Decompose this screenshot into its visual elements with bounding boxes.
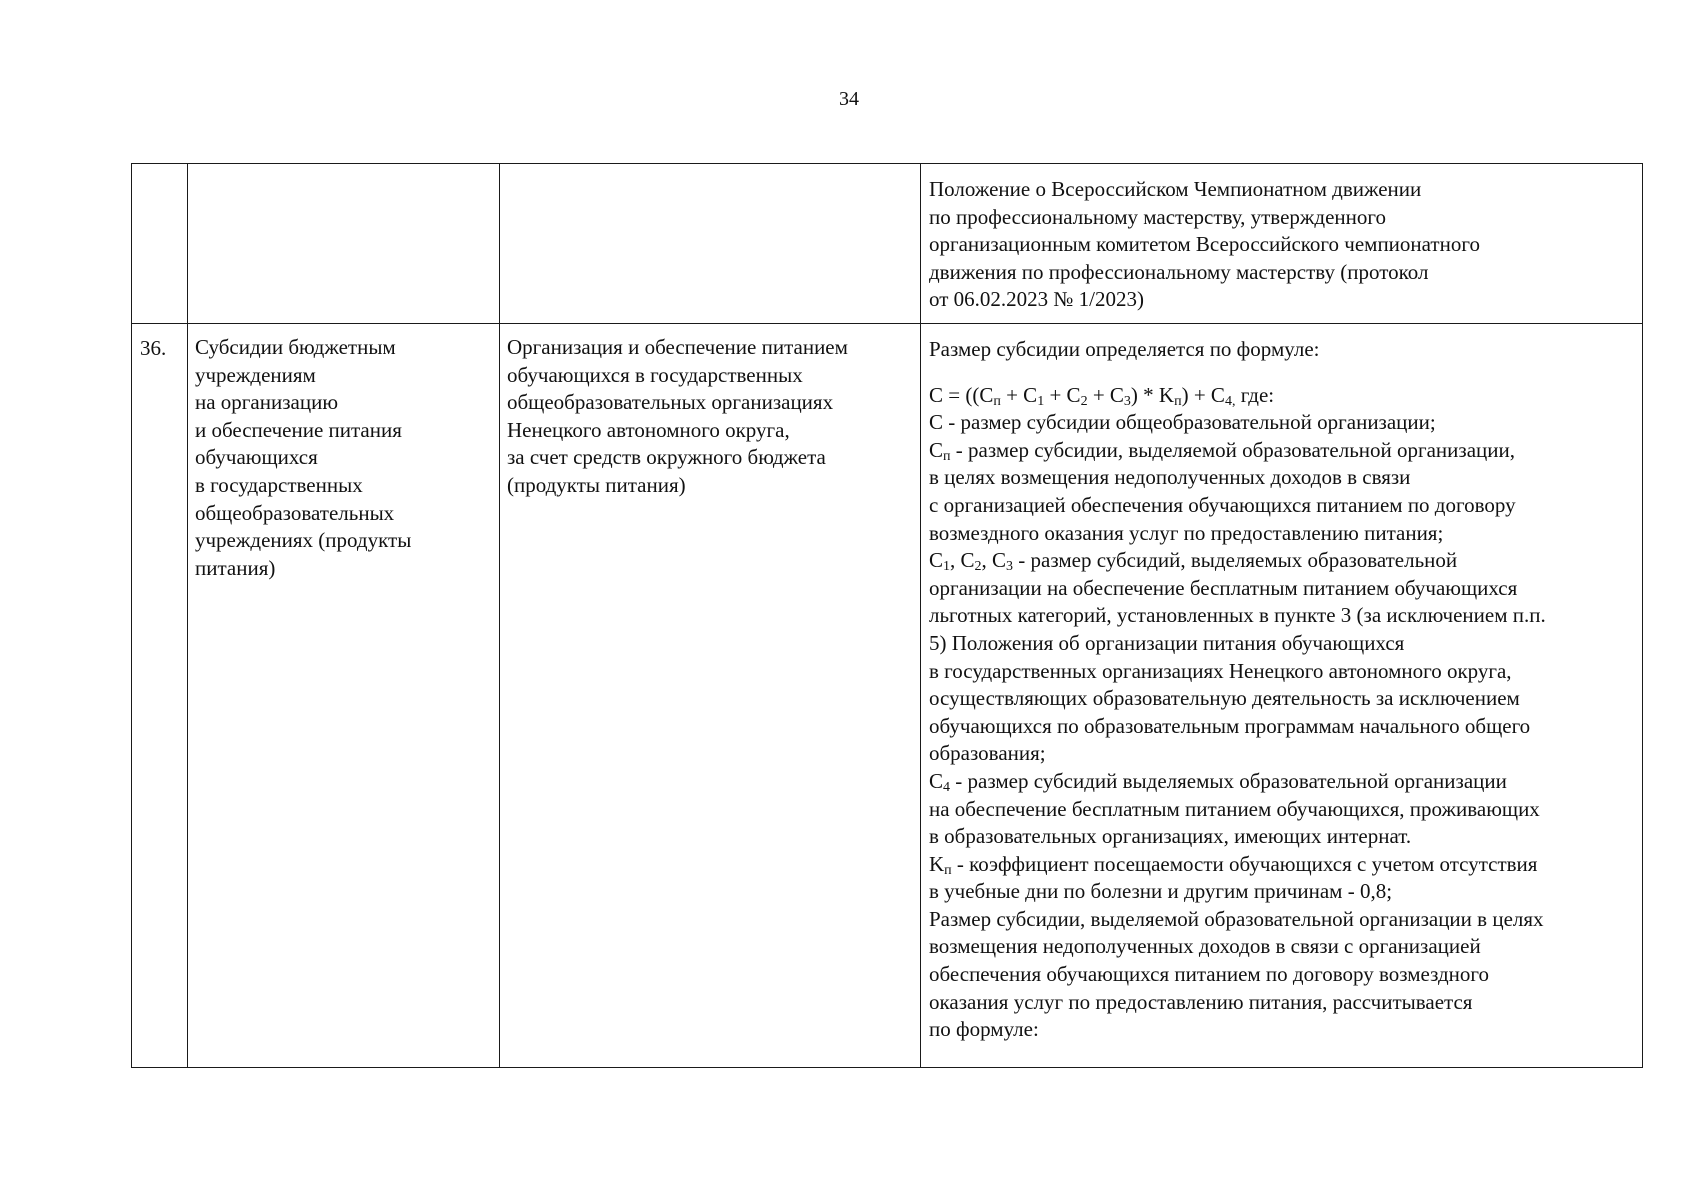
text-line: в образовательных организациях, имеющих интернат.	[929, 824, 1412, 849]
text-line: по профессиональному мастерству, утвержденного	[929, 204, 1386, 229]
cell-name	[188, 324, 500, 1068]
subsidy-table	[131, 163, 1643, 1068]
text-line: возмещения недополученных доходов в связи с организацией	[929, 934, 1481, 959]
text-line: учреждениях (продукты	[195, 528, 412, 553]
cell-name-empty	[188, 164, 500, 324]
definition-c: C - размер субсидии общеобразовательной организации;	[929, 410, 1436, 435]
cell-purpose	[500, 324, 921, 1068]
definition-c1-c2-c3: $C_1$, $C_2$, $C_3$ - размер субсидий, выделяемых образовательной	[929, 548, 1458, 575]
text-line: Субсидии бюджетным	[195, 335, 396, 359]
subsidy-formula: $C = ((C_п + C_1 + C_2 + C_3) * K_п) + C_{4,}$ где:	[929, 382, 1275, 409]
basis-continuation-text	[921, 164, 1642, 314]
spacer	[929, 364, 1634, 382]
text-line: на организацию	[195, 390, 339, 415]
text-line: в целях возмещения недополученных доходов в связи	[929, 465, 1411, 490]
text-line: по формуле:	[929, 1017, 1039, 1042]
text-line: Положение о Всероссийском Чемпионатном движении	[929, 177, 1422, 201]
table-row-36	[132, 324, 1643, 1068]
text-line: учреждениям	[195, 362, 316, 387]
text-line: от 06.02.2023 № 1/2023)	[929, 287, 1145, 312]
text-line: обучающихся в государственных	[507, 362, 803, 387]
subsidy-table-fragment	[131, 163, 1643, 1068]
cell-purpose-empty	[500, 164, 921, 324]
cell-number-empty	[132, 164, 188, 324]
page-number: 34	[839, 88, 859, 110]
text-line: Ненецкого автономного округа,	[507, 417, 790, 442]
text-line: за счет средств окружного бюджета	[507, 445, 826, 470]
formula-intro: Размер субсидии определяется по формуле:	[929, 337, 1320, 361]
text-line: обучающихся	[195, 445, 318, 470]
text-line: движения по профессиональному мастерству (протокол	[929, 259, 1429, 284]
text-line: осуществляющих образовательную деятельность за исключением	[929, 686, 1520, 711]
text-line: (продукты питания)	[507, 472, 686, 497]
cell-basis-continuation	[921, 164, 1643, 324]
text-line: оказания услуг по предоставлению питания, рассчитывается	[929, 989, 1473, 1014]
text-line: и обеспечение питания	[195, 417, 402, 442]
text-line: образования;	[929, 741, 1046, 766]
text-line: общеобразовательных организациях	[507, 390, 834, 415]
text-line: организации на обеспечение бесплатным питанием обучающихся	[929, 575, 1518, 600]
text-line: на обеспечение бесплатным питанием обучающихся, проживающих	[929, 796, 1540, 821]
text-line: обеспечения обучающихся питанием по договору возмездного	[929, 962, 1490, 987]
table-row-continuation	[132, 164, 1643, 324]
text-line: организационным комитетом Всероссийского чемпионатного	[929, 232, 1480, 257]
definition-cp: $C_п$ - размер субсидии, выделяемой образовательной организации,	[929, 437, 1515, 464]
text-line: с организацией обеспечения обучающихся питанием по договору	[929, 492, 1516, 517]
cell-number	[132, 324, 188, 1068]
cell-basis	[921, 324, 1643, 1068]
text-line: возмездного оказания услуг по предоставлению питания;	[929, 520, 1444, 545]
text-line: в государственных	[195, 472, 363, 497]
row-number: 36.	[140, 336, 167, 360]
subsidy-name	[188, 324, 499, 582]
text-line: обучающихся по образовательным программам начального общего	[929, 713, 1531, 738]
text-line: 5) Положения об организации питания обучающихся	[929, 630, 1405, 655]
definition-c4: $C_4$ - размер субсидий выделяемых образовательной организации	[929, 768, 1507, 795]
text-line: в учебные дни по болезни и другим причинам - 0,8;	[929, 879, 1393, 904]
subsidy-purpose	[500, 324, 920, 500]
text-line: льготных категорий, установленных в пункте 3 (за исключением п.п.	[929, 603, 1546, 628]
subsidy-calculation	[921, 324, 1642, 1044]
text-line: в государственных организациях Ненецкого автономного округа,	[929, 658, 1512, 683]
text-line: Размер субсидии, выделяемой образовательной организации в целях	[929, 906, 1544, 931]
definition-kp: $K_п$ - коэффициент посещаемости обучающихся с учетом отсутствия	[929, 851, 1538, 878]
text-line: Организация и обеспечение питанием	[507, 335, 848, 359]
text-line: общеобразовательных	[195, 500, 395, 525]
text-line: питания)	[195, 555, 276, 580]
